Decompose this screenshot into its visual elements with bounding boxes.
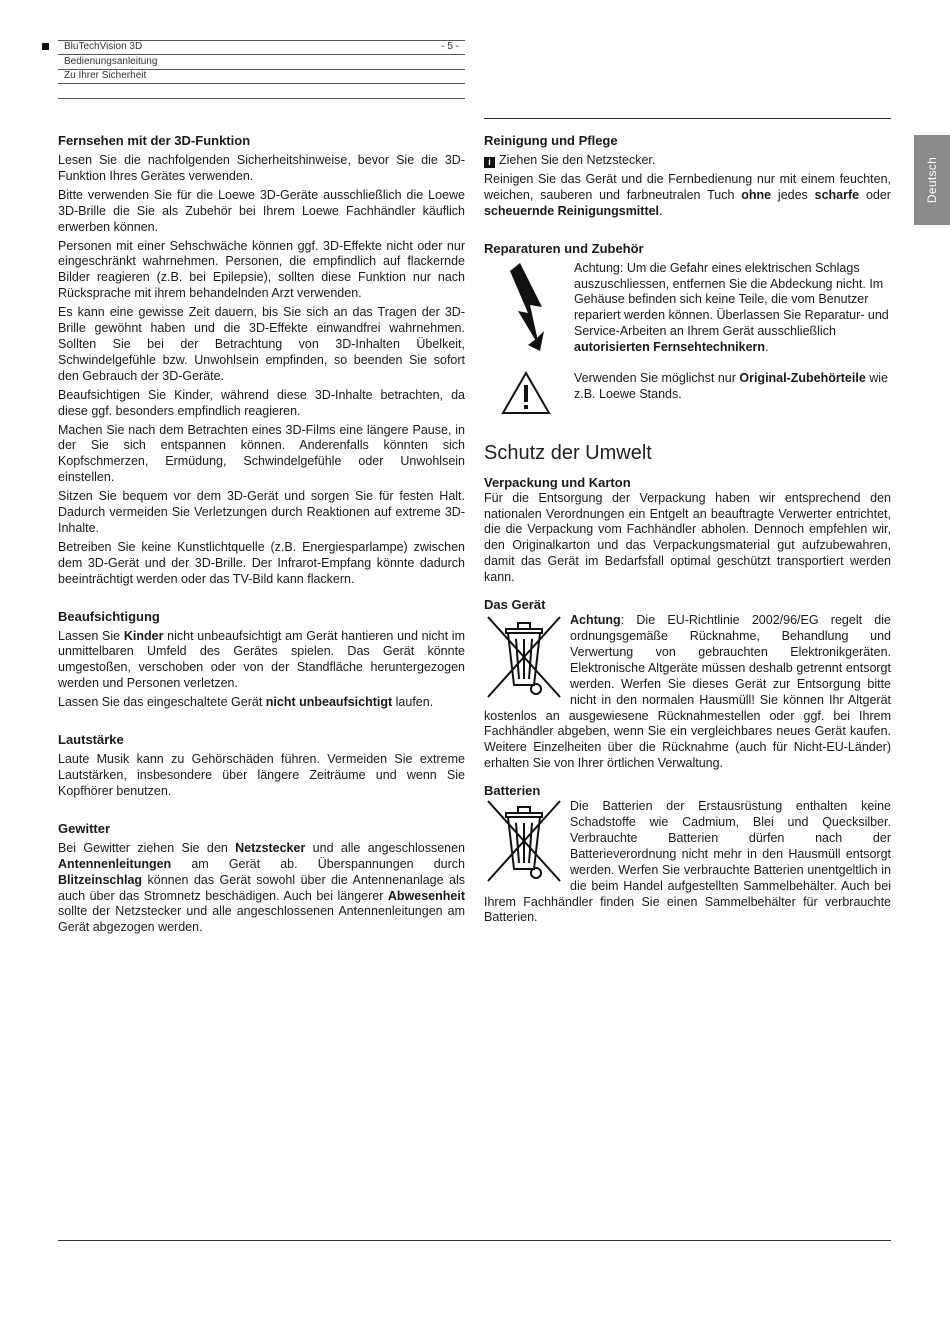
- paragraph: Betreiben Sie keine Kunstlichtquelle (z.B. Energiesparlampe) zwischen dem 3D-Gerät und der 3D-Brille. Der Infrarot-Empfang könnte dadurch beeinträchtigt werden oder das TV-Bild kann flackern.: [58, 539, 465, 586]
- crossed-out-bin-icon: [484, 799, 564, 883]
- paragraph: Lassen Sie das eingeschaltete Gerät nicht unbeaufsichtigt laufen.: [58, 695, 434, 710]
- crossed-out-bin-icon: [484, 613, 564, 701]
- header-manual: Bedienungsanleitung: [64, 56, 158, 67]
- heading-volume: Lautstärke: [58, 732, 124, 748]
- paragraph: Lesen Sie die nachfolgenden Sicherheitshinweise, bevor Sie die 3D-Funktion Ihres Gerätes verwenden.: [58, 153, 465, 183]
- heading-3d: Fernsehen mit der 3D-Funktion: [58, 133, 251, 148]
- paragraph: Bei Gewitter ziehen Sie den Netzstecker und alle angeschlossenen Antennenleitungen am Gerät ab. Überspannungen durch Blitzeinschlag können das Gerät sowohl über die Antennenanlage als auch über das Stromnetz beschädigen. Auch bei längerer Abwesenheit sollte der Netzstecker und alle angeschlossenen Antennenleitungen am Gerät abgezogen werden.: [58, 840, 465, 935]
- paragraph: Es kann eine gewisse Zeit dauern, bis Sie sich an das Tragen der 3D-Brille gewöhnt haben und die 3D-Effekte einwandfrei wahrnehmen. Sollten Sie bei der Betrachtung von 3D-Inhalten Übelkeit, Schwindelgefühle bzw. Unwohlsein empfinden, so beenden Sie sofort den Gebrauch der 3D-Geräte.: [58, 305, 465, 383]
- lightning-bolt-icon: [484, 261, 568, 361]
- heading-repairs: Reparaturen und Zubehör: [484, 240, 644, 256]
- paragraph: Verwenden Sie möglichst nur Original-Zubehörteile wie z.B. Loewe Stands.: [574, 370, 889, 401]
- paragraph: Beaufsichtigen Sie Kinder, während diese 3D-Inhalte betrachten, da diese ggf. besonders empfindlich reagieren.: [58, 387, 465, 418]
- language-tab-label: Deutsch: [925, 156, 939, 204]
- paragraph: Achtung: Um die Gefahr eines elektrischen Schlags auszuschliessen, entfernen Sie die Abdeckung nicht. Im Gehäuse befinden sich keine Teile, die vom Benutzer repariert werden können. Überlassen Sie Reparatur- und Service-Arbeiten an Ihrem Gerät ausschließlich autorisierten Fernsehtechnikern.: [574, 260, 889, 355]
- heading-batteries: Batterien: [484, 783, 541, 799]
- warning-triangle-icon: [484, 371, 568, 415]
- heading-packaging: Verpackung und Karton: [484, 474, 631, 490]
- language-tab[interactable]: [914, 135, 950, 225]
- heading-environment: Schutz der Umwelt: [484, 441, 652, 464]
- header-section: Zu Ihrer Sicherheit: [64, 70, 147, 81]
- paragraph: Machen Sie nach dem Betrachten eines 3D-Films eine längere Pause, in der Sie sich entspannen können. Anderenfalls könnten sich Kopfschmerzen, Ermüdung, Schwindelgefühle oder Unwohlsein einstellen.: [58, 422, 465, 485]
- paragraph: Die Batterien der Erstausrüstung enthalten keine Schadstoffe wie Cadmium, Blei und Quecksilber. Verbrauchte Batterien dürfen nach der Batterieverordnung nicht mehr in den Hausmüll entsorgt werden. Werfen Sie verbrauchte Batterien unentgeltlich in die beim Handel aufgestellten Sammelbehälter. Auch bei Ihrem Fachhändler finden Sie einen Sammelbehälter für verbrauchte Batterien.: [484, 799, 891, 925]
- right-column: [484, 133, 891, 929]
- paragraph: Reinigen Sie das Gerät und die Fernbedienung nur mit einem feuchten, weichen, sauberen und farbneutralen Tuch ohne jedes scharfe oder scheuernde Reinigungsmittel.: [484, 171, 891, 218]
- cleaning-note: i Ziehen Sie den Netzstecker.: [484, 153, 891, 169]
- header-page-number: - 5 -: [441, 41, 459, 52]
- device-block: [484, 613, 891, 772]
- paragraph: Personen mit einer Sehschwäche können ggf. 3D-Effekte nicht oder nur eingeschränkt wahrnehmen. Personen, die empfindlich auf flackernde Bilder reagieren (z.B. bei Epilepsie), sollten diese Funktion nur nach Rücksprache mit ihrem behandelnden Arzt verwenden.: [58, 238, 465, 301]
- header-marker: [42, 43, 49, 50]
- accessories-block: [484, 371, 891, 417]
- right-column-rule: [484, 118, 891, 119]
- heading-device: Das Gerät: [484, 597, 546, 613]
- footer-rule: [58, 1240, 891, 1241]
- paragraph: Sitzen Sie bequem vor dem 3D-Gerät und sorgen Sie für festen Halt. Dadurch vermeiden Sie Verletzungen durch Reaktionen auf extreme 3D-Inhalte.: [58, 489, 465, 535]
- heading-cleaning: Reinigung und Pflege: [484, 133, 618, 148]
- info-icon: i: [484, 157, 495, 168]
- left-column: [58, 133, 465, 939]
- paragraph: Laute Musik kann zu Gehörschäden führen. Vermeiden Sie extreme Lautstärken, insbesondere über längere Zeiträume und wenn Sie Kopfhörer benutzen.: [58, 752, 465, 798]
- heading-supervision: Beaufsichtigung: [58, 608, 160, 624]
- header-product: BluTechVision 3D: [64, 41, 143, 52]
- heading-storm: Gewitter: [58, 820, 111, 836]
- repairs-block: [484, 261, 891, 363]
- batteries-block: [484, 799, 891, 926]
- paragraph: Achtung: Die EU-Richtlinie 2002/96/EG regelt die ordnungsgemäße Rücknahme, Behandlung und Verwertung von gebrauchten Elektronikgeräten. Elektronische Altgeräte müssen deshalb getrennt entsorgt werden. Werfen Sie dieses Gerät zur Entsorgung bitte nicht in den normalen Hausmüll! Sie können Ihr Altgerät kostenlos an ausgewiesene Rücknahmestellen oder ggf. bei Ihrem Fachhändler abgeben, wenn Sie ein vergleichbares neues Gerät kaufen. Weitere Einzelheiten über die Rücknahme (auch für Nicht-EU-Länder) erhalten Sie von Ihrer örtlichen Verwaltung.: [484, 613, 891, 771]
- paragraph: Lassen Sie Kinder nicht unbeaufsichtigt am Gerät hantieren und nicht im unmittelbaren Umfeld des Gerätes spielen. Das Gerät könnte umgestoßen, verschoben oder von der Standfläche heruntergezogen werden und Personen verletzen.: [58, 628, 465, 691]
- paragraph: Für die Entsorgung der Verpackung haben wir entsprechend den nationalen Verordnungen ein Entgelt an beauftragte Verwerter entrichtet, die die Verpackung vom Fachhändler abholen. Dennoch empfehlen wir, den Originalkarton und das Verpackungsmaterial gut aufzubewahren, damit das Gerät im Bedarfsfall optimal geschützt transportiert werden kann.: [484, 490, 891, 585]
- paragraph: Bitte verwenden Sie für die Loewe 3D-Geräte ausschließlich die Loewe 3D-Brille die Sie als Zubehör bei Ihrem Loewe Fachhändler käuflich erwerben können.: [58, 187, 465, 234]
